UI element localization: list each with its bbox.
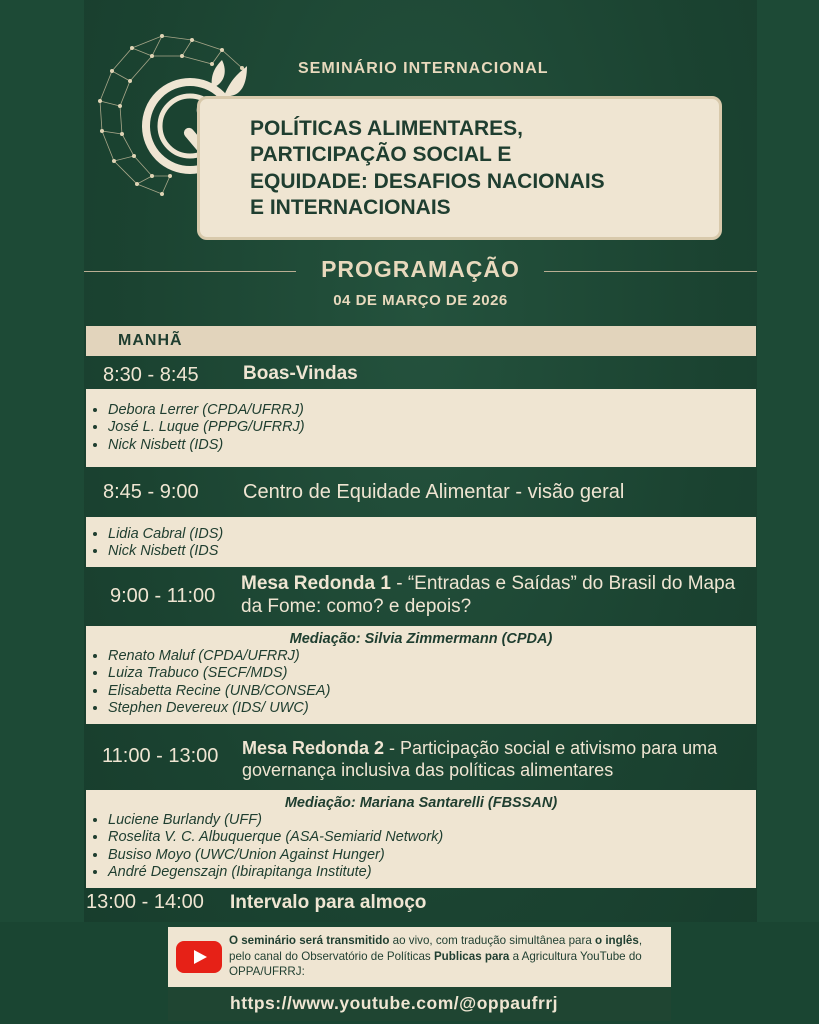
speaker-item: • Luiza Trabuco (SECF/MDS) xyxy=(108,665,756,682)
speakers-card xyxy=(86,517,756,567)
period-label: MANHÃ xyxy=(118,332,183,349)
seminar-label: SEMINÁRIO INTERNACIONAL xyxy=(298,60,549,77)
slot-title-bold: Mesa Redonda 1 xyxy=(241,573,391,594)
speaker-list xyxy=(86,812,756,882)
period-bar xyxy=(86,326,756,356)
speaker-list xyxy=(86,648,756,718)
slot-title xyxy=(242,738,762,781)
event-title: POLÍTICAS ALIMENTARES, PARTICIPAÇÃO SOCIAL E EQUIDADE: DESAFIOS NACIONAIS E INTERNACIONAIS xyxy=(250,117,605,219)
speaker-item: • Nick Nisbett (IDS xyxy=(108,543,756,560)
speaker-item: • Nick Nisbett (IDS) xyxy=(108,437,756,454)
speaker-item: • André Degenszajn (Ibirapitanga Institute) xyxy=(108,864,756,881)
speaker-list xyxy=(86,526,756,561)
notice-part-6: a Agricultura YouTube do OPPA/UFRRJ: xyxy=(229,949,642,979)
slot-title-rest: - “Entradas e Saídas” do Brasil do Mapa da Fome: como? e depois? xyxy=(241,573,736,617)
slot-time: 11:00 - 13:00 xyxy=(102,745,219,767)
slot-title: Centro de Equidade Alimentar - visão geral xyxy=(243,481,625,503)
speaker-item: • José L. Luque (PPPG/UFRRJ) xyxy=(108,419,756,436)
mediation-label: Mediação: Silvia Zimmermann (CPDA) xyxy=(289,631,553,647)
speaker-item: • Busiso Moyo (UWC/Union Against Hunger) xyxy=(108,847,756,864)
speaker-item: • Luciene Burlandy (UFF) xyxy=(108,812,756,829)
speaker-item: • Elisabetta Recine (UNB/CONSEA) xyxy=(108,683,756,700)
youtube-icon xyxy=(176,941,222,973)
notice-bold-1: O seminário será transmitido xyxy=(229,934,390,947)
slot-time: 9:00 - 11:00 xyxy=(110,585,216,607)
speaker-list xyxy=(86,402,756,454)
speaker-item: • Debora Lerrer (CPDA/UFRRJ) xyxy=(108,402,756,419)
right-margin xyxy=(757,0,819,1024)
mediation-label: Mediação: Mariana Santarelli (FBSSAN) xyxy=(284,795,558,811)
notice-part-2: ao vivo, com tradução simultânea para xyxy=(389,934,596,947)
slot-time: 8:30 - 8:45 xyxy=(103,364,199,386)
broadcast-notice xyxy=(168,927,671,987)
slot-title-bold: Mesa Redonda 2 xyxy=(242,738,385,758)
speakers-card xyxy=(86,389,756,467)
programacao-row xyxy=(84,256,757,286)
left-margin xyxy=(0,0,84,1024)
link-bar xyxy=(168,987,671,1021)
lunch-title: Intervalo para almoço xyxy=(230,892,427,913)
speaker-item: • Lidia Cabral (IDS) xyxy=(108,526,756,543)
notice-bold-3: o inglês xyxy=(595,934,639,947)
speaker-item: • Stephen Devereux (IDS/ UWC) xyxy=(108,700,756,717)
slot-title xyxy=(243,363,358,386)
youtube-link[interactable]: https://www.youtube.com/@oppaufrrj xyxy=(230,993,558,1013)
speaker-item: • Roselita V. C. Albuquerque (ASA-Semiarid Network) xyxy=(108,829,756,846)
lunch-time: 13:00 - 14:00 xyxy=(86,891,204,913)
notice-text xyxy=(229,933,667,980)
notice-part-4: , pelo canal do Observatório de Políticas xyxy=(229,934,643,963)
slot-title xyxy=(241,573,756,619)
slot-title-bold: Boas-Vindas xyxy=(243,363,358,384)
slot-title-rest: - Participação social e ativismo para uma governança inclusiva das políticas alimentares xyxy=(242,738,718,780)
speaker-item: • Renato Maluf (CPDA/UFRRJ) xyxy=(108,648,756,665)
programacao-heading: PROGRAMAÇÃO xyxy=(321,256,520,282)
title-box xyxy=(197,96,722,240)
slot-time: 8:45 - 9:00 xyxy=(103,481,199,503)
notice-bold-5: Publicas para xyxy=(433,949,510,963)
event-date: 04 DE MARÇO DE 2026 xyxy=(333,292,508,309)
speakers-card xyxy=(86,626,756,724)
speakers-card xyxy=(86,790,756,888)
